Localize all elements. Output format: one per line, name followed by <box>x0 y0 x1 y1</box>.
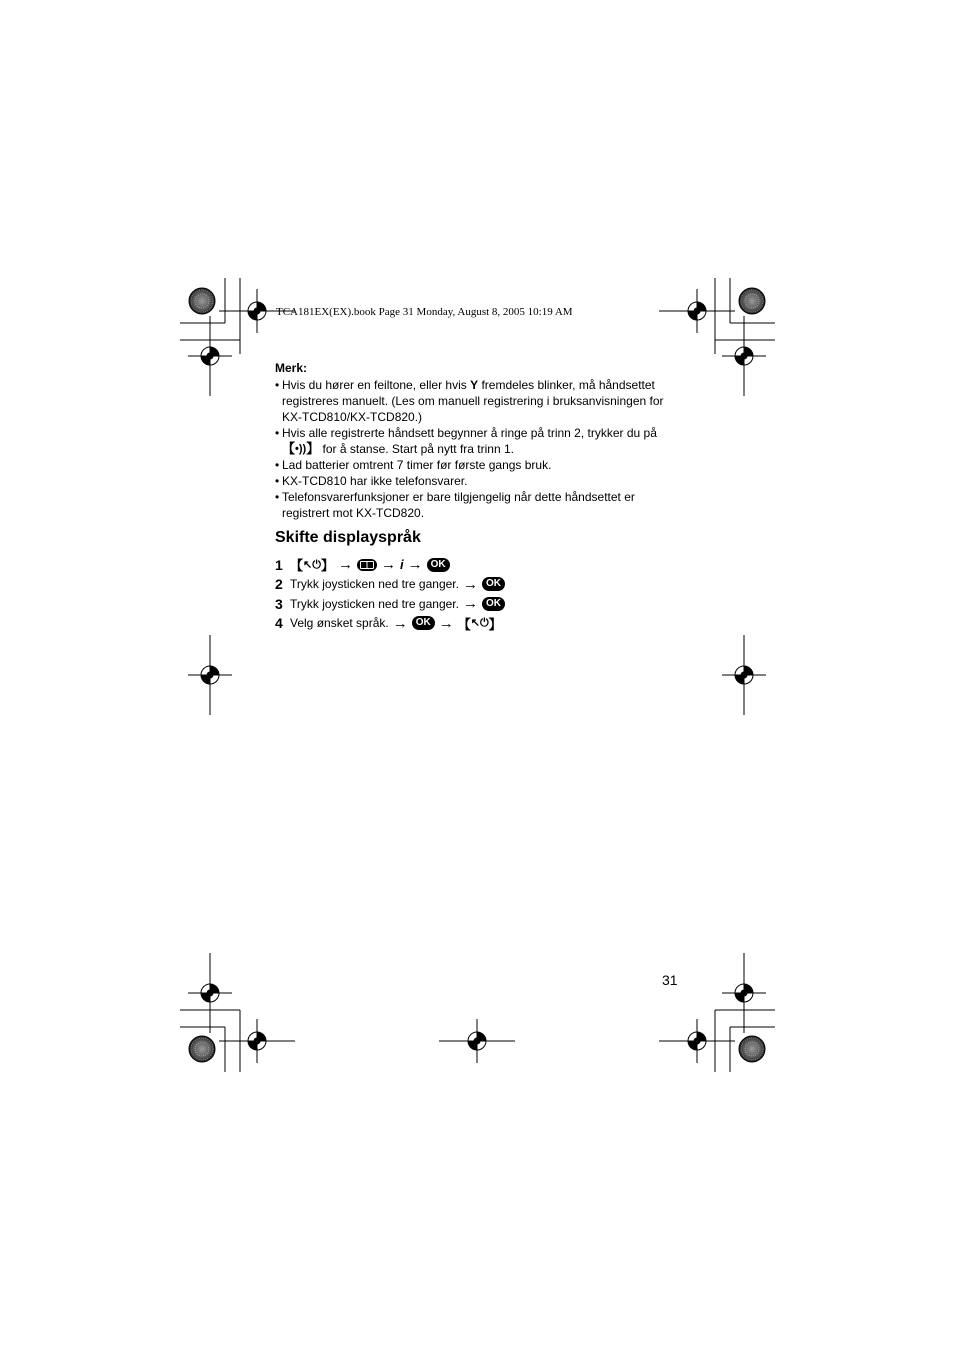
list-item: • Lad batterier omtrent 7 timer før første gangs bruk. <box>275 457 685 473</box>
arrow-right-icon: → <box>462 575 478 593</box>
ok-key-icon: OK <box>482 597 505 611</box>
setup-icon: i <box>399 557 404 573</box>
step-number: 2 <box>275 576 283 593</box>
step-1 <box>275 555 685 575</box>
power-off-icon: ↖⏻ <box>470 617 489 630</box>
power-off-icon: ↖⏻ <box>303 558 321 571</box>
step-2 <box>275 575 685 595</box>
arrow-right-icon: → <box>392 614 408 632</box>
ok-key-icon: OK <box>427 558 450 572</box>
ok-key-icon: OK <box>412 616 435 630</box>
print-file-header: TCA181EX(EX).book Page 31 Monday, August 8, 2005 10:19 AM <box>276 306 573 318</box>
list-item: • Telefonsvarerfunksjoner er bare tilgjengelig når dette håndsettet er registrert mot KX-TCD820. <box>275 489 685 521</box>
step-text: Trykk joysticken ned tre ganger. <box>290 596 459 611</box>
off-key: 【 ↖⏻ 】 <box>457 616 502 632</box>
arrow-right-icon: → <box>337 556 353 574</box>
arrow-right-icon: → <box>462 595 478 613</box>
note-title: Merk: <box>275 361 308 375</box>
page-number: 31 <box>662 972 678 988</box>
arrow-right-icon: → <box>407 556 423 574</box>
arrow-right-icon: → <box>380 556 396 574</box>
step-number: 1 <box>275 556 283 573</box>
list-item: • KX-TCD810 har ikke telefonsvarer. <box>275 473 685 489</box>
menu-key-icon <box>357 559 377 571</box>
page-content <box>275 361 685 633</box>
ok-key-icon: OK <box>482 577 505 591</box>
step-number: 3 <box>275 595 283 612</box>
section-title: Skifte displayspråk <box>275 529 421 546</box>
antenna-icon: Y <box>470 378 479 392</box>
step-3 <box>275 594 685 614</box>
intercom-key: 【 •)) 】 <box>282 441 320 456</box>
step-number: 4 <box>275 615 283 632</box>
off-key: 【 ↖⏻ 】 <box>290 558 334 574</box>
list-item: • Hvis du hører en feiltone, eller hvis Y fremdeles blinker, må håndsettet registreres manuelt. (Les om manuell registrering i bruksanvisningen for KX-TCD810/KX-TCD820.) <box>275 377 685 425</box>
list-item: • Hvis alle registrerte håndsett begynner å ringe på trinn 2, trykker du på 【 •)) 】 for å stanse. Start på nytt fra trinn 1. <box>275 425 685 457</box>
arrow-right-icon: → <box>438 614 454 632</box>
step-text: Trykk joysticken ned tre ganger. <box>290 577 459 592</box>
step-text: Velg ønsket språk. <box>290 616 389 631</box>
signal-icon: •)) <box>295 443 307 455</box>
step-4 <box>275 614 685 634</box>
note-list <box>275 377 685 521</box>
